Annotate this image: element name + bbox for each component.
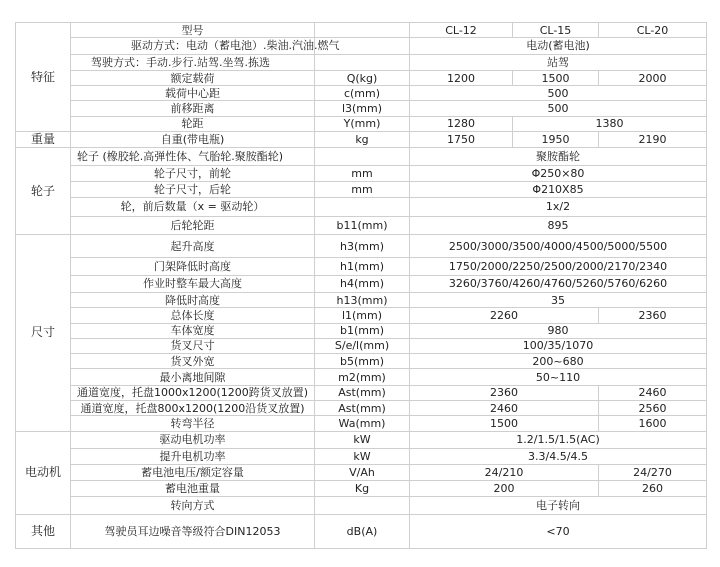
self-weight-cl-20: 2190 — [599, 132, 707, 148]
fork-outer-width-value: 200~680 — [410, 354, 707, 369]
aisle-800-cl-20: 2560 — [599, 400, 707, 415]
category-features: 特征 — [16, 23, 71, 132]
rear-wheel-value: Φ210X85 — [410, 181, 707, 197]
row-mast-lowered — [16, 258, 707, 275]
row-aisle-1000 — [16, 385, 707, 400]
lift-motor-label: 提升电机功率 — [71, 448, 315, 464]
body-width-value: 980 — [410, 323, 707, 338]
steering-label: 转向方式 — [71, 496, 315, 514]
aisle-1000-cl-12-15: 2360 — [410, 385, 599, 400]
row-ground-clearance — [16, 369, 707, 385]
row-operator-type — [16, 54, 707, 70]
wheelbase-label: 轮距 — [71, 116, 315, 131]
aisle-800-label: 通道宽度，托盘800x1200(1200沿货叉放置) — [71, 400, 315, 415]
row-fork-outer-width — [16, 354, 707, 369]
reach-distance-value: 500 — [410, 101, 707, 116]
fork-outer-width-label: 货叉外宽 — [71, 354, 315, 369]
battery-weight-label: 蓄电池重量 — [71, 481, 315, 496]
battery-unit: V/Ah — [315, 465, 410, 481]
rear-track-value: 895 — [410, 216, 707, 234]
ground-clearance-label: 最小离地间隙 — [71, 369, 315, 385]
drive-type-label: 驱动方式：电动（蓄电池）.柴油.汽油.燃气 — [71, 38, 315, 54]
fork-size-label: 货叉尺寸 — [71, 338, 315, 353]
steering-value: 电子转向 — [410, 496, 707, 514]
fork-size-value: 100/35/1070 — [410, 338, 707, 353]
wheelbase-cl-15-20: 1380 — [513, 116, 707, 131]
row-drive-type — [16, 38, 707, 54]
row-model-header — [16, 23, 707, 38]
unit-cell-empty — [315, 496, 410, 514]
aisle-1000-unit: Ast(mm) — [315, 385, 410, 400]
row-max-height — [16, 275, 707, 292]
row-load-center — [16, 86, 707, 101]
battery-weight-cl-12-15: 200 — [410, 481, 599, 496]
rated-load-label: 额定载荷 — [71, 70, 315, 85]
self-weight-cl-12: 1750 — [410, 132, 513, 148]
wheel-count-label: 轮，前后数量（x = 驱动轮） — [71, 198, 315, 216]
row-noise — [16, 515, 707, 549]
max-height-label: 作业时整车最大高度 — [71, 275, 315, 292]
category-other: 其他 — [16, 515, 71, 549]
unit-cell-empty — [315, 54, 410, 70]
tire-type-value: 聚胺酯轮 — [410, 148, 707, 165]
fork-outer-width-unit: b5(mm) — [315, 354, 410, 369]
row-battery — [16, 465, 707, 481]
load-center-unit: c(mm) — [315, 86, 410, 101]
row-fork-size — [16, 338, 707, 353]
body-width-unit: b1(mm) — [315, 323, 410, 338]
category-wheels: 轮子 — [16, 148, 71, 235]
model-cl-12: CL-12 — [410, 23, 513, 38]
lift-motor-unit: kW — [315, 448, 410, 464]
rated-load-unit: Q(kg) — [315, 70, 410, 85]
noise-label: 驾驶员耳边噪音等级符合DIN12053 — [71, 515, 315, 549]
battery-cl-20: 24/270 — [599, 465, 707, 481]
lift-height-value: 2500/3000/3500/4000/4500/5000/5500 — [410, 234, 707, 257]
wheelbase-unit: Y(mm) — [315, 116, 410, 131]
front-wheel-label: 轮子尺寸，前轮 — [71, 165, 315, 181]
mast-lowered-value: 1750/2000/2250/2500/2000/2170/2340 — [410, 258, 707, 275]
rear-track-label: 后轮轮距 — [71, 216, 315, 234]
operator-type-value: 站驾 — [410, 54, 707, 70]
ground-clearance-unit: m2(mm) — [315, 369, 410, 385]
fork-size-unit: S/e/l(mm) — [315, 338, 410, 353]
turning-radius-unit: Wa(mm) — [315, 416, 410, 431]
reach-distance-label: 前移距离 — [71, 101, 315, 116]
row-body-width — [16, 323, 707, 338]
drive-motor-label: 驱动电机功率 — [71, 431, 315, 448]
rear-wheel-unit: mm — [315, 181, 410, 197]
unit-cell-empty — [315, 148, 410, 165]
row-aisle-800 — [16, 400, 707, 415]
battery-weight-cl-20: 260 — [599, 481, 707, 496]
aisle-800-unit: Ast(mm) — [315, 400, 410, 415]
reach-distance-unit: l3(mm) — [315, 101, 410, 116]
row-rear-wheel — [16, 181, 707, 197]
total-length-cl-12-15: 2260 — [410, 308, 599, 323]
total-length-unit: l1(mm) — [315, 308, 410, 323]
aisle-1000-label: 通道宽度，托盘1000x1200(1200跨货叉放置) — [71, 385, 315, 400]
row-steering — [16, 496, 707, 514]
unit-cell-empty — [315, 23, 410, 38]
front-wheel-unit: mm — [315, 165, 410, 181]
row-tire-type — [16, 148, 707, 165]
lowered-height-unit: h13(mm) — [315, 293, 410, 308]
total-length-cl-20: 2360 — [599, 308, 707, 323]
drive-type-value: 电动(蓄电池) — [410, 38, 707, 54]
rated-load-cl-20: 2000 — [599, 70, 707, 85]
noise-unit: dB(A) — [315, 515, 410, 549]
max-height-value: 3260/3760/4260/4760/5260/5760/6260 — [410, 275, 707, 292]
aisle-1000-cl-20: 2460 — [599, 385, 707, 400]
model-cl-20: CL-20 — [599, 23, 707, 38]
unit-cell-empty — [315, 198, 410, 216]
self-weight-cl-15: 1950 — [513, 132, 599, 148]
category-weight: 重量 — [16, 132, 71, 148]
rear-wheel-label: 轮子尺寸，后轮 — [71, 181, 315, 197]
mast-lowered-unit: h1(mm) — [315, 258, 410, 275]
battery-weight-unit: Kg — [315, 481, 410, 496]
lift-height-label: 起升高度 — [71, 234, 315, 257]
drive-motor-unit: kW — [315, 431, 410, 448]
turning-radius-label: 转弯半径 — [71, 416, 315, 431]
aisle-800-cl-12-15: 2460 — [410, 400, 599, 415]
row-front-wheel — [16, 165, 707, 181]
noise-value: <70 — [410, 515, 707, 549]
row-lift-height — [16, 234, 707, 257]
lift-height-unit: h3(mm) — [315, 234, 410, 257]
body-width-label: 车体宽度 — [71, 323, 315, 338]
load-center-value: 500 — [410, 86, 707, 101]
category-motor: 电动机 — [16, 431, 71, 515]
lowered-height-value: 35 — [410, 293, 707, 308]
category-dimensions: 尺寸 — [16, 234, 71, 431]
row-wheel-count — [16, 198, 707, 216]
drive-motor-value: 1.2/1.5/1.5(AC) — [410, 431, 707, 448]
row-total-length — [16, 308, 707, 323]
row-drive-motor — [16, 431, 707, 448]
lowered-height-label: 降低时高度 — [71, 293, 315, 308]
row-lift-motor — [16, 448, 707, 464]
self-weight-unit: kg — [315, 132, 410, 148]
load-center-label: 载荷中心距 — [71, 86, 315, 101]
spec-table — [15, 22, 707, 549]
self-weight-label: 自重(带电瓶) — [71, 132, 315, 148]
row-rear-track — [16, 216, 707, 234]
tire-type-label: 轮子 (橡胶轮.高弹性体、气胎轮.聚胺酯轮) — [71, 148, 315, 165]
row-turning-radius — [16, 416, 707, 431]
battery-cl-12-15: 24/210 — [410, 465, 599, 481]
row-wheelbase — [16, 116, 707, 131]
row-reach-distance — [16, 101, 707, 116]
mast-lowered-label: 门架降低时高度 — [71, 258, 315, 275]
operator-type-label: 驾驶方式：手动.步行.站驾.坐驾.拣选 — [71, 54, 315, 70]
rated-load-cl-15: 1500 — [513, 70, 599, 85]
model-label: 型号 — [71, 23, 315, 38]
lift-motor-value: 3.3/4.5/4.5 — [410, 448, 707, 464]
row-battery-weight — [16, 481, 707, 496]
ground-clearance-value: 50~110 — [410, 369, 707, 385]
wheelbase-cl-12: 1280 — [410, 116, 513, 131]
wheel-count-value: 1x/2 — [410, 198, 707, 216]
front-wheel-value: Φ250×80 — [410, 165, 707, 181]
turning-radius-cl-20: 1600 — [599, 416, 707, 431]
max-height-unit: h4(mm) — [315, 275, 410, 292]
rear-track-unit: b11(mm) — [315, 216, 410, 234]
row-lowered-height — [16, 293, 707, 308]
row-rated-load — [16, 70, 707, 85]
turning-radius-cl-12-15: 1500 — [410, 416, 599, 431]
row-self-weight — [16, 132, 707, 148]
battery-label: 蓄电池电压/额定容量 — [71, 465, 315, 481]
model-cl-15: CL-15 — [513, 23, 599, 38]
total-length-label: 总体长度 — [71, 308, 315, 323]
rated-load-cl-12: 1200 — [410, 70, 513, 85]
